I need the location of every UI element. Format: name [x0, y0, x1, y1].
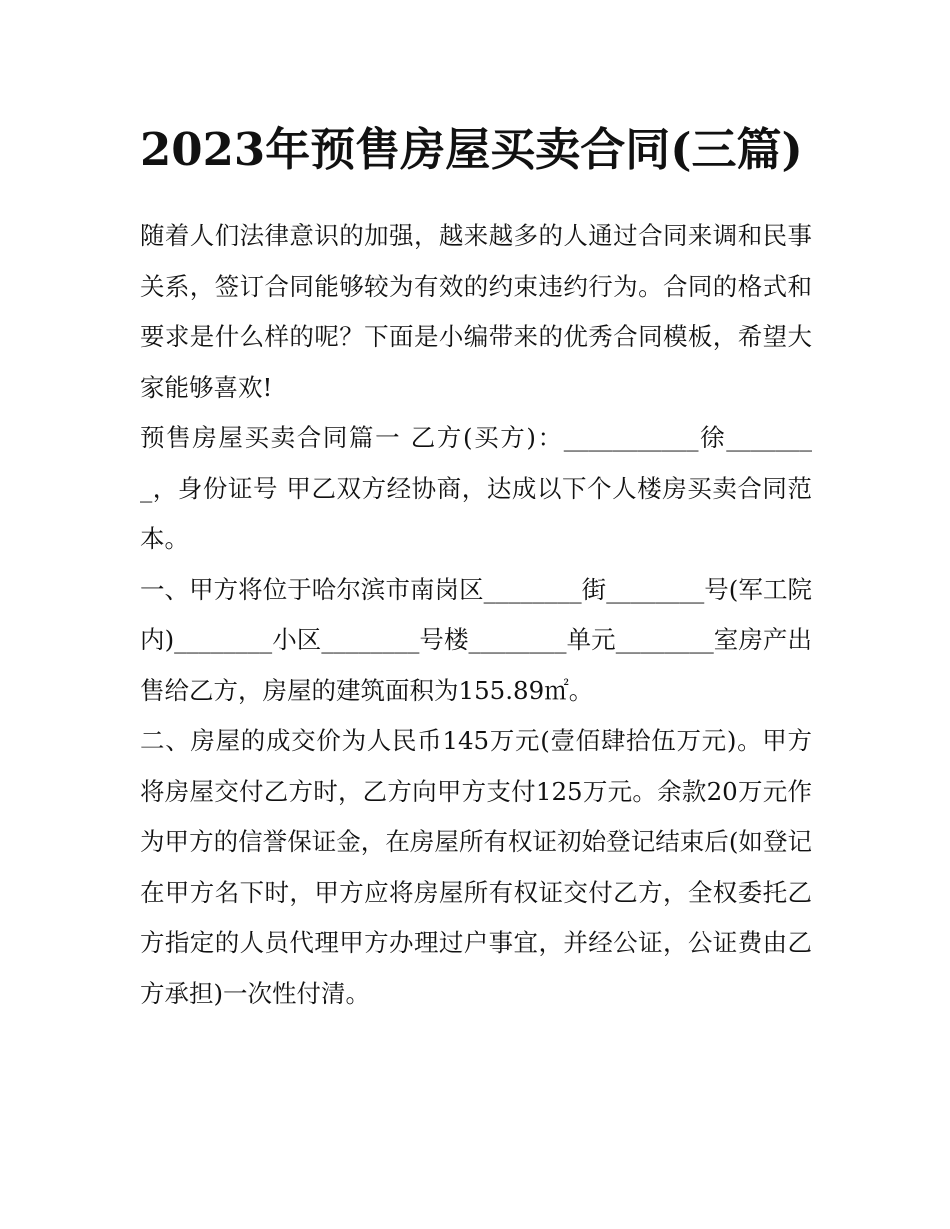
clause-two-paragraph: 二、房屋的成交价为人民币145万元(壹佰肆拾伍万元)。甲方将房屋交付乙方时，乙方向甲方支付125万元。余款20万元作为甲方的信誉保证金，在房屋所有权证初始登记结束后(如登记在甲方名下时，甲方应将房屋所有权证交付乙方，全权委托乙方指定的人员代理甲方办理过户事宜，并经公证，公证费由乙方承担)一次性付清。: [140, 726, 812, 1008]
intro-paragraph: 随着人们法律意识的加强，越来越多的人通过合同来调和民事关系，签订合同能够较为有效的约束违约行为。合同的格式和要求是什么样的呢？下面是小编带来的优秀合同模板，希望大家能够喜欢!: [140, 221, 812, 402]
contract-parties-paragraph: 预售房屋买卖合同篇一 乙方(买方)：___________徐________，身份证号 甲乙双方经协商，达成以下个人楼房买卖合同范本。: [140, 423, 812, 553]
document-page: [140, 112, 812, 1019]
document-body: [140, 211, 812, 1019]
document-title: 2023年预售房屋买卖合同(三篇): [140, 123, 803, 176]
clause-one-paragraph: 一、甲方将位于哈尔滨市南岗区________街________号(军工院内)________小区________号楼________单元________室房产出售给乙方，房屋的建筑面积为155.89㎡。: [140, 574, 812, 705]
